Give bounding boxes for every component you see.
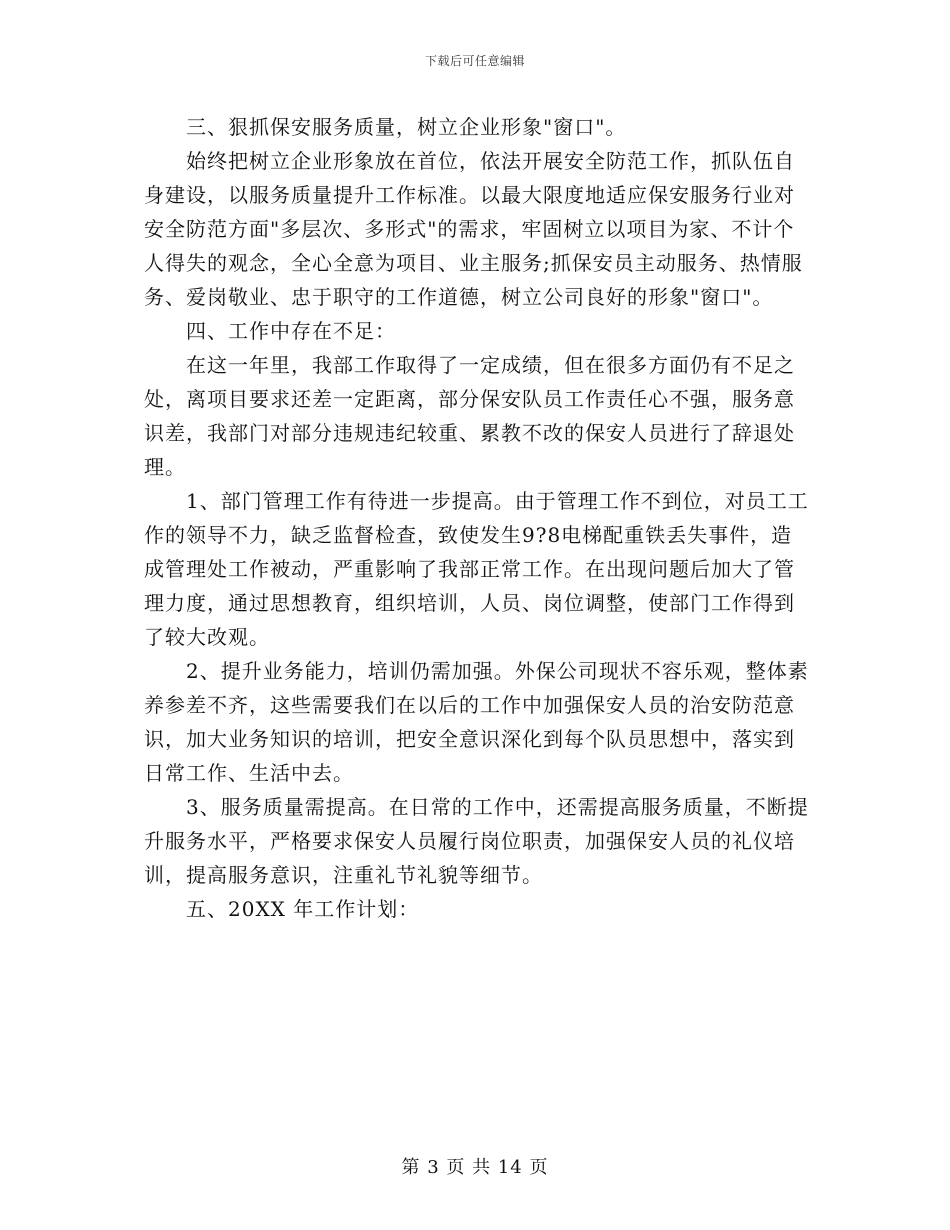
list-item-3: 3、服务质量需提高。在日常的工作中，还需提高服务质量，不断提升服务水平，严格要求保安人员履行岗位职责，加强保安人员的礼仪培训，提高服务意识，注重礼节礼貌等细节。 xyxy=(144,795,809,887)
page-footer: 第 3 页 共 14 页 xyxy=(401,1157,549,1178)
list-item-1: 1、部门管理工作有待进一步提高。由于管理工作不到位，对员工工作的领导不力，缺乏监督检查，致使发生9?8电梯配重铁丢失事件，造成管理处工作被动，严重影响了我部正常工作。在出现问题后加大了管理力度，通过思想教育，组织培训，人员、岗位调整，使部门工作得到了较大改观。 xyxy=(144,489,809,649)
section-heading-3: 三、狠抓保安服务质量，树立企业形象"窗口"。 xyxy=(186,115,627,139)
body-paragraph: 始终把树立企业形象放在首位，依法开展安全防范工作，抓队伍自身建设，以服务质量提升工作标准。以最大限度地适应保安服务行业对安全防范方面"多层次、多形式"的需求，牢固树立以项目为家、不计个人得失的观念，全心全意为项目、业主服务;抓保安员主动服务、热情服务、爱岗敬业、忠于职守的工作道德，树立公司良好的形象"窗口"。 xyxy=(144,149,803,309)
list-item-2: 2、提升业务能力，培训仍需加强。外保公司现状不容乐观，整体素养参差不齐，这些需要我们在以后的工作中加强保安人员的治安防范意识，加大业务知识的培训，把安全意识深化到每个队员思想中，落实到日常工作、生活中去。 xyxy=(144,659,809,785)
section-heading-4: 四、工作中存在不足： xyxy=(186,319,396,343)
page-header: 下载后可任意编辑 xyxy=(424,54,525,68)
body-paragraph: 在这一年里，我部工作取得了一定成绩，但在很多方面仍有不足之处，离项目要求还差一定距离，部分保安队员工作责任心不强，服务意识差，我部门对部分违规违纪较重、累教不改的保安人员进行了辞退处理。 xyxy=(144,353,795,479)
document-body xyxy=(144,110,812,926)
section-heading-5: 五、20XX 年工作计划： xyxy=(186,897,420,921)
